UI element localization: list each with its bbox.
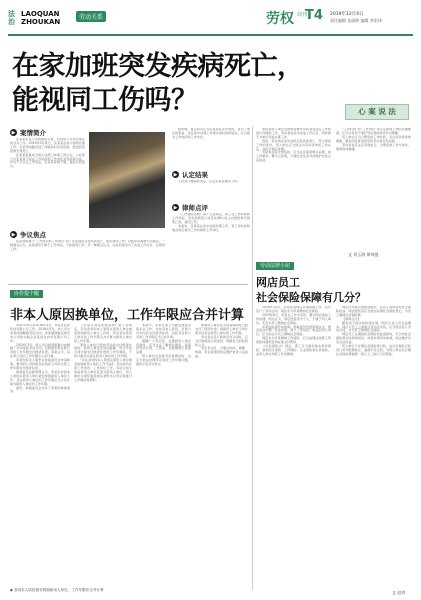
brand-cn: 法 治 bbox=[8, 10, 15, 26]
brand-en-2: ZHOUKAN bbox=[21, 18, 61, 26]
bullet-icon: ▶ bbox=[173, 171, 178, 178]
right-title-2: 社会保险保障有几分？ bbox=[256, 291, 366, 304]
bottom-left-col3: 本案中，李某从原公司被安排到关联企业工作，并非其本人原因，且原公司未向其支付经济补偿，因此其在原公司的工作年限应当合并计算。 提醒广大劳动者，在遇到用人单位变更时，应当注意了解相关情况，保留好劳动合同、工资条、社保缴费记录等证据。 用人单位在安排劳动者调动时，也应当依法处理劳动者的工作年限问题，避免引发劳动争议。 bbox=[136, 324, 191, 367]
bottom-left-title: 非本人原因换单位，工作年限应合并计算 bbox=[10, 308, 245, 323]
masthead bbox=[8, 8, 413, 34]
case-intro-title: 案情简介 bbox=[20, 129, 46, 137]
headline-line1: 在家加班突发疾病死亡， bbox=[12, 51, 304, 82]
right-title-1: 网店员工 bbox=[256, 276, 300, 289]
case-intro-text: 张某某系某公司的销售主管，负责该公司东北地区的业务工作。2019年3月某日，张某某在家中加班处理工作，在使用电脑发送工作邮件时突发疾病，经送医院抢救无效死亡。 张某某家属向当地人社部门申请工伤认定，人社部门以张某某不是在工作时间和工作岗位突发疾病为由，作出不予认定工伤决定。张某某家属不服，提起行政复议。 bbox=[10, 138, 85, 169]
headline-line2: 能视同工伤吗？ bbox=[12, 85, 198, 116]
bottom-left-col2: 《劳动合同法实施条例》第十条规定，劳动者非因本人原因从原用人单位被安排到新用人单位工作的，劳动者在原用人单位的工作年限合并计算为新用人单位的工作年限。 原用人单位已经向劳动者支付经济补偿的，新用人单位在依法解除、终止劳动合同计算支付经济补偿的工作年限时，不再计算劳动者在原用人单位的工作年限。 “劳动者非因本人原因从原用人单位被安排到新用人单位工作”包括：劳动者仍在原工作场所、工作岗位工作，劳动合同主体由原用人单位变更为新用人单位；用人单位以组织委派或任命形式对劳动者进行工作调动等情形。 bbox=[74, 324, 132, 382]
bottom-left-col1: 2007年8月至2016年4月，李某先在某科技有限公司工作。2016年5月，该公司与李某协商解除劳动合同，李某随即被安排至该公司的关联企业某信息技术有限公司工作。 2019年3月，新公司以经营困难为由解除了与李某的劳动合同，仅按照李某在新公司的工作年限支付经济补偿。李某认为，其在原公司的工作年限应合并计算。 李某向劳动人事争议仲裁委员会申请仲裁，要求新公司按照其在两家公司的全部工作年限支付经济补偿。 仲裁委员会经审理认为，李某系非因本人原因从原用人单位被安排到新用人单位工作，其在原用人单位的工作年限应当合并计算为新用人单位的工作年限。 最终，仲裁委员会支持了李某的仲裁请求。 bbox=[10, 324, 70, 394]
right-tag: 劳动法律小屋 bbox=[256, 262, 294, 270]
masthead-rule bbox=[8, 34, 413, 36]
right-top-author: 文 刘玉海 律师提 bbox=[348, 252, 379, 257]
brand-en-1: LAOQUAN bbox=[21, 10, 60, 18]
section-title: 劳权 bbox=[266, 11, 294, 27]
page-number: T4 bbox=[305, 8, 323, 23]
section-sub: 周刊 bbox=[297, 12, 308, 18]
divider-left bbox=[8, 284, 248, 285]
finding-title: 认定结果 bbox=[182, 171, 208, 179]
bottom-left-tag: 协作提个醒 bbox=[10, 290, 43, 298]
middle-top-text: 经审理，复议机关认为张某某在家中加班，是为了单位的利益，其在家中处理工作事务的时间和地点，应当视为工作时间和工作岗位。 bbox=[172, 128, 250, 139]
dispute-title: 争议焦点 bbox=[20, 231, 46, 239]
lawyer-title: 律师点评 bbox=[182, 204, 208, 212]
dispute-heading bbox=[10, 230, 46, 239]
finding-heading bbox=[172, 170, 208, 179]
bullet-icon: ▶ bbox=[173, 204, 178, 211]
right-bottom-col1: 2018年12月，李某在某网店从事客服工作，双方签订了劳动合同。网店未为李某缴纳社会保险。 2019年6月，李某在工作中受伤，要求网店承担工伤待遇。网店认为，网店经营者为个人，不属于用人单位，无需为员工缴纳社会保险。 李某遂申请劳动仲裁。仲裁委员会经审理认为，网店依法办理了营业执照，属于《劳动法》规定的用人单位，应当依法为员工缴纳社会保险。 网店未为李某缴纳工伤保险，应当由网店按照工伤保险待遇项目和标准支付费用。 《社会保险法》规定，职工应当参加基本养老保险、基本医疗保险、工伤保险、失业保险和生育保险，由用人单位和职工共同缴纳。 bbox=[256, 306, 331, 356]
lawyer-text: 《工伤保险条例》第十五条规定，职工在工作时间和工作岗位，突发疾病死亡或者在48小时之内经抢救无效死亡的，视同工伤。 本案中，张某某在家中加班处理工作，其工作时间和地点均应视为工作时间和工作岗位。 bbox=[172, 213, 250, 232]
right-bottom-col2: 网店作为新兴的经营模式，其员工同样享有社会保险权益。网店经营者应当依法办理社会保险登记，为员工缴纳社会保险费。 【律师点评】 随着电子商务的快速发展，网店从业人员日益增多。网店与员工之间建立劳动关系的，应当依法签订劳动合同，并为员工缴纳社会保险。 网店员工在遇到社会保险权益受损时，可以向社会保险费征收机构投诉，或者申请劳动仲裁，依法维护自身合法权益。 用人单位不办理社会保险登记的，由社会保险行政部门责令限期改正；逾期不改正的，对用人单位处应缴社会保险费数额一倍以上三倍以下的罚款。 bbox=[336, 306, 411, 356]
case-intro-heading bbox=[10, 128, 46, 137]
lawyer-heading bbox=[172, 203, 208, 212]
column-divider bbox=[252, 126, 253, 590]
bottom-left-caption: ◆ 非因本人原因被安排到新用人单位，工作年限应合并计算 bbox=[10, 588, 104, 592]
bullet-icon: ▶ bbox=[11, 129, 16, 136]
bottom-left-col4: 如果用人单位在劳动者调动时已经支付了经济补偿，则新用人单位不再计算劳动者在原用人单位的工作年限。 劳动者在签订新的劳动合同时，应当仔细阅读合同条款，明确自己的权利和义务。 发生争议时，可通过协商、调解、仲裁、诉讼等途径依法维护自身合法权益。 bbox=[195, 324, 248, 359]
column-seal: 心 案 说 法 bbox=[345, 104, 409, 120]
bullet-icon: ▶ bbox=[11, 231, 16, 238]
brand-tag: 劳动关系 bbox=[76, 11, 106, 22]
right-top-text-1: 加班是用人单位安排或者要求劳动者在法定工作时间以外继续工作，劳动者在家中完成工作任务，同样属于为单位利益从事工作。 因此，劳动者在家中加班突发疾病死亡，符合视同工伤的条件。用人单位应当依法为劳动者申报工伤认定，并给予相应待遇。 劳动者在家中加班时，应当注意保留相关证据，如工作邮件、聊天记录等，以便在发生意外时维护自身合法权益。 bbox=[256, 128, 331, 163]
right-byline: 文 赵鸿 bbox=[392, 590, 406, 595]
finding-text: 人社部门撤销原决定，认定张某某视同工伤。 bbox=[178, 180, 240, 183]
right-top-text-2: “工作时间”和“工作岗位”是认定视同工伤的关键要素，应当从有利于保护劳动者的角度作出理解。 用人单位应当合理安排工作时间，关注劳动者身体健康，避免因过度加班导致劳动者突发疾病。 劳动者也应注意劳逸结合，合理安排工作与休息，保障身体健康。 bbox=[336, 128, 411, 151]
dispute-text: 在家加班属于“工作时间和工作岗位”吗？在家加班突发疾病死亡，能否视同工伤？对此存在两种不同观点。一种观点认为，在家加班不属于工作岗位，不能视同工伤；另一种观点认为，在家加班是为了完成工作任务，应视同工伤。 bbox=[10, 240, 165, 251]
case-photo bbox=[89, 132, 165, 228]
editors: 责任编辑 张丽婷 编辑 李宏伟 bbox=[330, 18, 382, 23]
issue-date: 2019年12月4日 bbox=[330, 12, 364, 17]
